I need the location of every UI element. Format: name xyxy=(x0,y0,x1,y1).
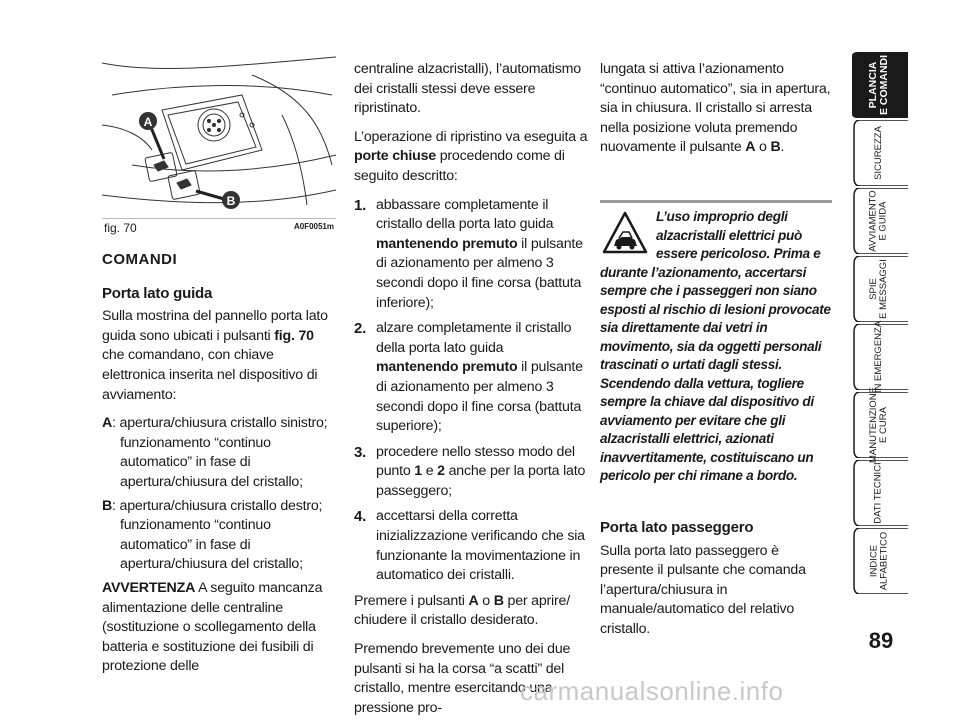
figure-label: fig. 70 xyxy=(104,221,137,235)
avvertenza-paragraph: AVVERTENZA A seguito mancanza alimentazione delle centraline (sostituzione o scollegamento della batteria e sostituzione dei fusibili di protezione delle xyxy=(102,579,323,675)
callout-b-label: B xyxy=(226,194,236,208)
column-3 xyxy=(600,60,832,167)
step-2: 2. alzare completamente il cristallo della porta lato guida mantenendo premuto il pulsante di azionamento per almeno 3 secondi dopo il fine corsa (battuta superiore); xyxy=(354,320,583,435)
tab-sicurezza[interactable]: SICUREZZA xyxy=(850,120,908,186)
paragraph-press: Premere i pulsanti A o B per aprire/ chiudere il cristallo desiderato. xyxy=(354,592,570,629)
section-heading: COMANDI xyxy=(102,251,178,268)
step-3: 3. procedere nello stesso modo del punto 1 e 2 anche per la porta lato passeggero; xyxy=(354,443,586,499)
page-number: 89 xyxy=(868,628,894,653)
tab-dati-tecnici[interactable]: DATI TECNICI xyxy=(850,460,908,526)
column-1 xyxy=(102,250,336,686)
warning-triangle-icon xyxy=(602,210,648,256)
subheading-passenger-door: Porta lato passeggero xyxy=(600,519,754,536)
column-3-bottom xyxy=(600,518,832,649)
paragraph-brief-press: Premendo brevemente uno dei due pulsanti si ha la corsa “a scatti” del cristallo, mentre esercitando una pressione pro- xyxy=(354,641,571,716)
tab-in-emergenza[interactable]: IN EMERGENZA xyxy=(850,324,908,390)
warning-text: L’uso improprio degli alzacristalli elettrici può essere pericoloso. Prima e durante l’azionamento, accertarsi sempre che i passeggeri non siano esposti al rischio di lesioni provocate sia direttamente dai vetri in movimento, sia da oggetti personali trascinati o urtati dagli stessi. Scendendo dalla vettura, togliere sempre la chiave dal dispositivo di avviamento per evitare che gli alzacristalli elettrici, azionati inavvertitamente, costituiscano un pericolo per chi rimane a bordo. xyxy=(600,209,831,483)
tab-manutenzione-e-cura[interactable]: MANUTENZIONE E CURA xyxy=(850,392,908,458)
item-a: A: apertura/chiusura cristallo sinistro; funzionamento “continuo automatico” in fase di apertura/chiusura del cristallo; xyxy=(102,415,328,490)
intro-paragraph: Sulla mostrina del pannello porta lato guida sono ubicati i pulsanti fig. 70 che comandano, con chiave elettronica inserita nel dispositivo di avviamento: xyxy=(102,308,328,403)
paragraph-continuous: lungata si attiva l’azionamento “continuo automatico”, sia in apertura, sia in chiusura. Il cristallo si arresta nella posizione voluta premendo nuovamente il pulsante A o B. xyxy=(600,61,831,156)
figure-code: A0F0051m xyxy=(293,222,334,231)
callout-a-label: A xyxy=(143,115,153,129)
warning-box xyxy=(600,200,832,486)
footer-watermark: carmanualsonline.info xyxy=(520,676,784,706)
paragraph-procedure: L’operazione di ripristino va eseguita a porte chiuse procedendo come di seguito descritto: xyxy=(354,128,588,184)
figure-caption xyxy=(102,218,336,235)
step-4: 4. accettarsi della corretta inizializzazione verificando che sia funzionante la movimentazione in automatico dei cristalli. xyxy=(354,508,585,584)
tab-avviamento-e-guida[interactable]: AVVIAMENTO E GUIDA xyxy=(850,188,908,254)
subheading-driver-door: Porta lato guida xyxy=(102,284,213,302)
step-1: 1. abbassare completamente il cristallo della porta lato guida mantenendo premuto il pulsante di azionamento per almeno 3 secondi dopo il fine corsa (battuta inferiore); xyxy=(354,196,583,311)
door-panel-illustration xyxy=(102,55,336,215)
tab-spie-e-messaggi[interactable]: SPIE E MESSAGGI xyxy=(850,256,908,322)
item-b: B: apertura/chiusura cristallo destro; funzionamento “continuo automatico” in fase di apertura/chiusura del cristallo; xyxy=(102,497,323,573)
figure-window-switches xyxy=(102,55,336,215)
tab-indice-alfabetico[interactable]: INDICE ALFABETICO xyxy=(850,528,908,594)
column-2 xyxy=(354,60,588,727)
paragraph-passenger: Sulla porta lato passeggero è presente il pulsante che comanda l’apertura/chiusura in manuale/automatico del relativo cristallo. xyxy=(600,542,806,637)
tab-plancia-e-comandi[interactable]: PLANCIA E COMANDI xyxy=(850,52,908,118)
paragraph-reset: centraline alzacristalli), l’automatismo dei cristalli stessi deve essere ripristinato. xyxy=(354,61,581,117)
